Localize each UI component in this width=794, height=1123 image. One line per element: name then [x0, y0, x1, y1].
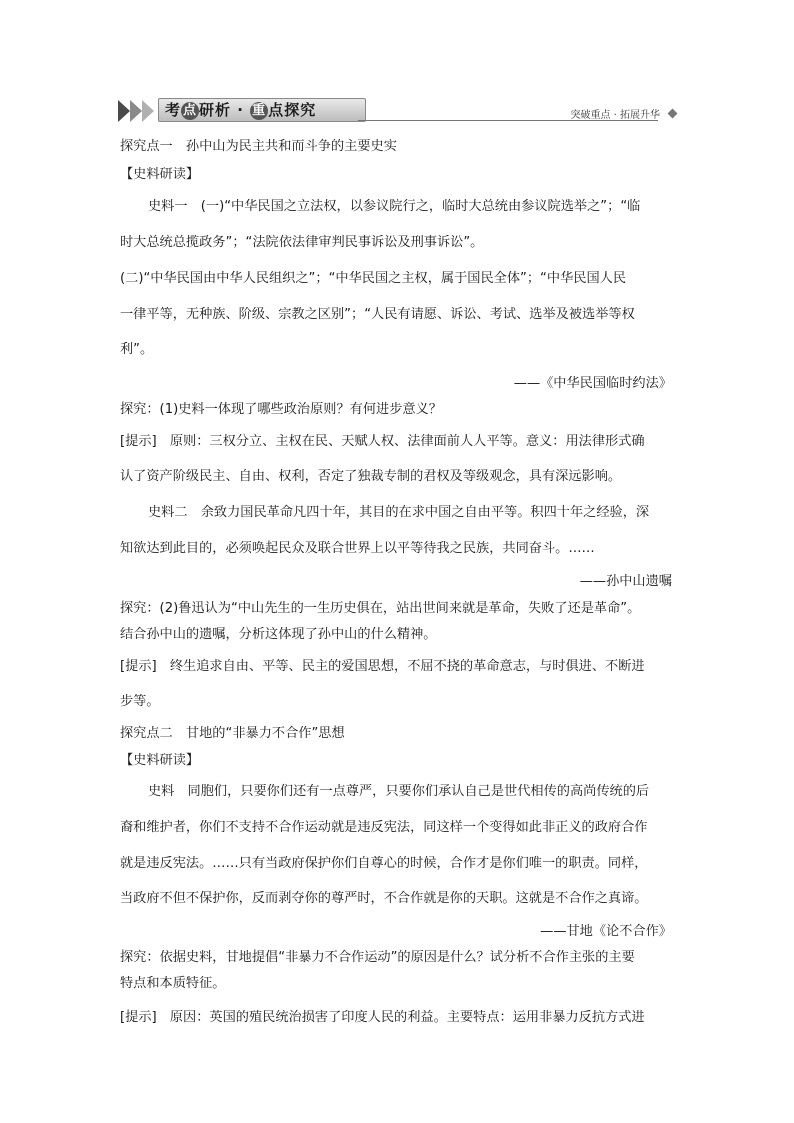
- source3-line4: 当政府不但不保护你，反而剥夺你的尊严时，不合作就是你的天职。这就是不合作之真谛。: [120, 891, 648, 906]
- answer1-line1: [提示] 原则：三权分立、主权在民、天赋人权、法律面前人人平等。意义：用法律形式确: [120, 434, 645, 449]
- banner-text-3: 重: [252, 103, 267, 118]
- source2-line2: 知欲达到此目的，必须唤起民众及联合世界上以平等待我之民族，共同奋斗。……: [120, 541, 595, 556]
- question1: 探究：(1)史料一体现了哪些政治原则？有何进步意义？: [120, 402, 442, 417]
- chevron-icon: [130, 100, 142, 122]
- question3-line2: 特点和本质特征。: [120, 976, 226, 991]
- source3-line2: 裔和维护者，你们不支持不合作运动就是违反宪法，同这样一个变得如此非正义的政府合作: [120, 820, 648, 835]
- source1-line3: (二)“中华民国由中华人民组织之”；“中华民国之主权，属于国民全体”；“中华民国人民: [120, 271, 627, 286]
- banner-dot-1: 点: [183, 103, 198, 118]
- banner-text-4: 探究: [284, 101, 317, 119]
- question2-line2: 结合孙中山的遗嘱，分析这体现了孙中山的什么精神。: [120, 627, 437, 642]
- section1-study-title: 【史料研读】: [120, 167, 200, 182]
- source3-line1: 史料 同胞们，只要你们还有一点尊严，只要你们承认自己是世代相传的高尚传统的后: [148, 784, 650, 799]
- source2-line1: 史料二 余致力国民革命凡四十年，其目的在求中国之自由平等。积四十年之经验，深: [148, 505, 650, 520]
- source1-line4: 一律平等，无种族、阶级、宗教之区别”；“人民有请愿、诉讼、考试、选举及被选举等权: [120, 307, 635, 322]
- answer3-line1: [提示] 原因：英国的殖民统治损害了印度人民的利益。主要特点：运用非暴力反抗方式进: [120, 1010, 645, 1025]
- source3-line3: 就是违反宪法。……只有当政府保护你们自尊心的时候，合作才是你们唯一的职责。同样，: [120, 856, 648, 871]
- answer2-line2: 步等。: [120, 694, 160, 709]
- source2-citation: ——孙中山遗嘱: [579, 574, 672, 589]
- section2-study-title: 【史料研读】: [120, 753, 200, 768]
- section1-heading: 探究点一 孙中山为民主共和而斗争的主要史实: [120, 139, 397, 154]
- banner-subtitle: 突破重点 · 拓展升华: [570, 110, 660, 121]
- section2-heading: 探究点二 甘地的“非暴力不合作”思想: [120, 726, 345, 741]
- diamond-icon: [668, 109, 678, 119]
- banner-dot-2: 点: [268, 101, 285, 119]
- banner-text-1: 考: [165, 101, 182, 119]
- banner-title: [158, 98, 366, 122]
- answer2-line1: [提示] 终生追求自由、平等、民主的爱国思想，不屈不挠的革命意志，与时俱进、不断进: [120, 659, 645, 674]
- source1-line2: 时大总统总揽政务”；“法院依法律审判民事诉讼及刑事诉讼”。: [120, 235, 484, 250]
- chevron-icon: [118, 100, 130, 122]
- section-banner: [118, 98, 678, 124]
- source3-citation: ——甘地《论不合作》: [540, 924, 672, 939]
- question2-line1: 探究：(2)鲁迅认为“中山先生的一生历史俱在，站出世间来就是革命，失败了还是革命”。: [120, 601, 641, 616]
- source1-line5: 利”。: [120, 342, 154, 357]
- source1-citation: ——《中华民国临时约法》: [513, 376, 672, 391]
- source1-line1: 史料一 (一)“中华民国之立法权，以参议院行之，临时大总统由参议院选举之”；“临: [148, 199, 641, 214]
- chevron-icon: [142, 100, 154, 122]
- answer1-line2: 认了资产阶级民主、自由、权利，否定了独裁专制的君权及等级观念，具有深远影响。: [120, 469, 622, 484]
- banner-text-2: 研析 ·: [199, 101, 251, 119]
- question3-line1: 探究：依据史料，甘地提倡“非暴力不合作运动”的原因是什么？试分析不合作主张的主要: [120, 950, 635, 965]
